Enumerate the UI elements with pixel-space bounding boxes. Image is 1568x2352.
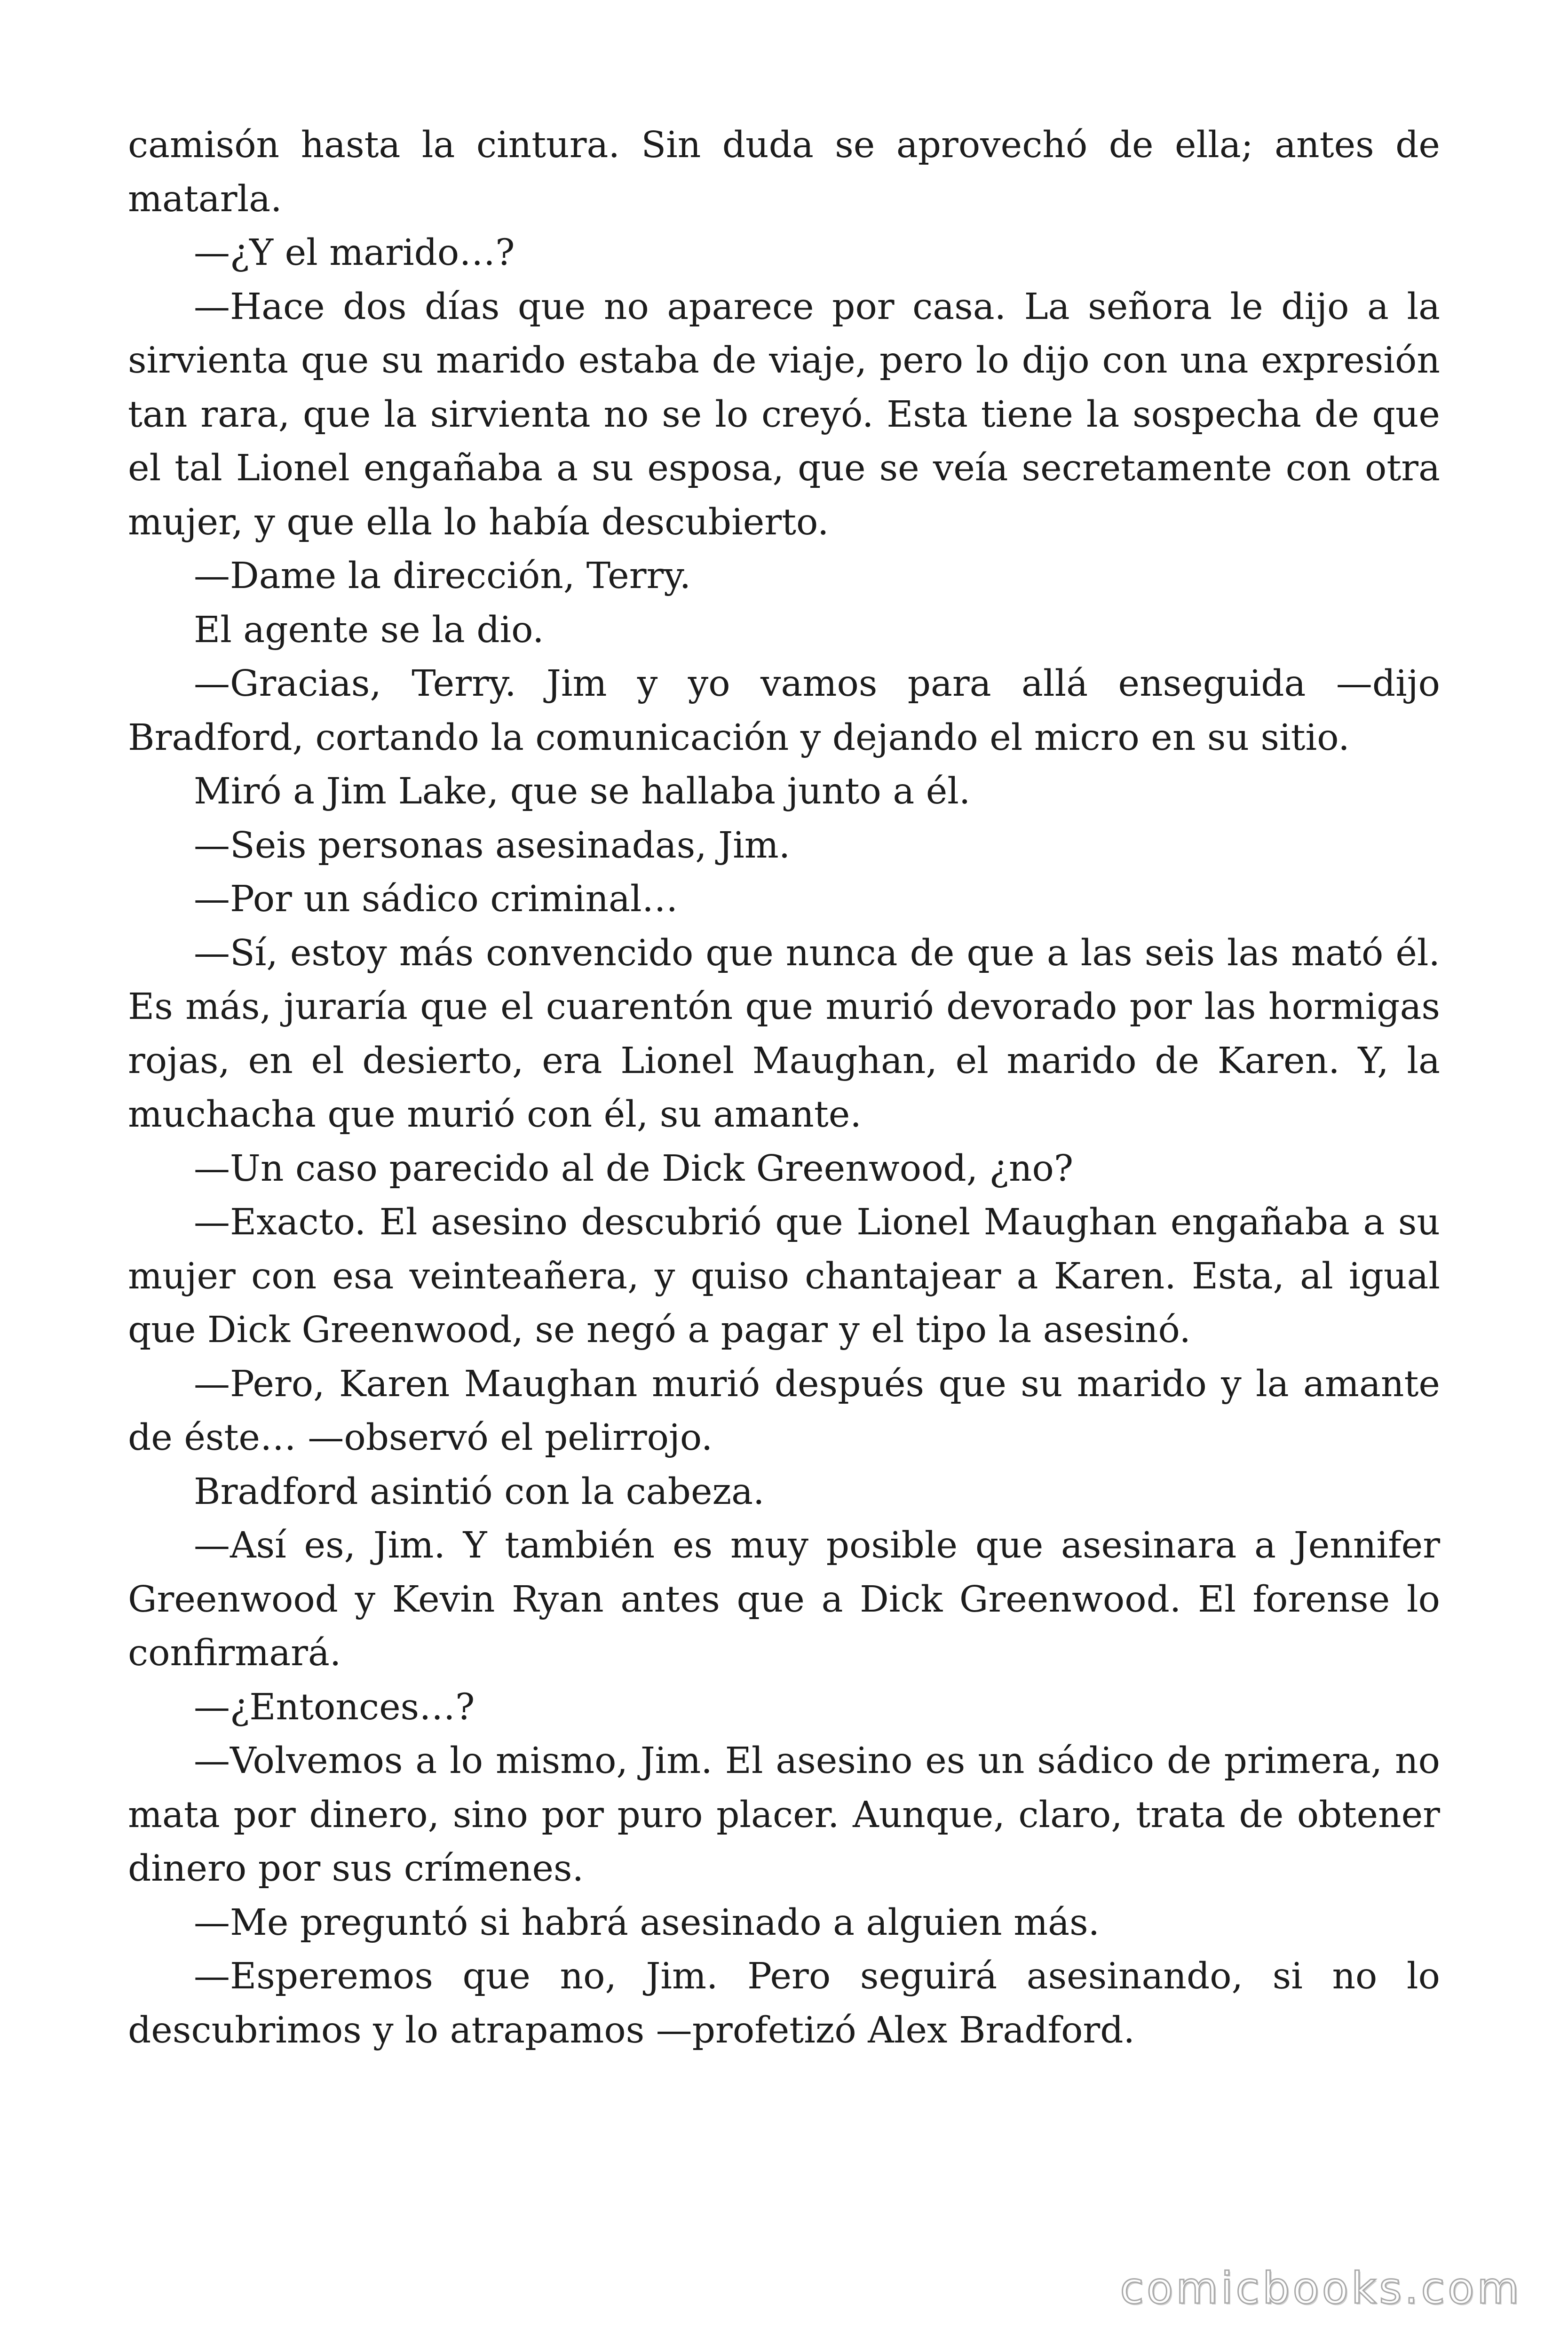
- paragraph-5: El agente se la dio.: [194, 609, 544, 651]
- paragraph-17: —Volvemos a lo mismo, Jim. El asesino es un sádico de primera, no mata por dinero, sino por puro placer. Aunque, claro, trata de obtener dinero por sus crímenes.: [128, 1740, 1440, 1890]
- paragraph-6: —Gracias, Terry. Jim y yo vamos para allá enseguida —dijo Bradford, cortando la comunicación y dejando el micro en su sitio.: [128, 663, 1440, 759]
- paragraph-8: —Seis personas asesinadas, Jim.: [194, 824, 791, 866]
- paragraph-4: —Dame la dirección, Terry.: [194, 555, 691, 597]
- paragraph-1: camisón hasta la cintura. Sin duda se aprovechó de ella; antes de matarla.: [128, 124, 1440, 220]
- paragraph-9: —Por un sádico criminal…: [194, 878, 678, 920]
- paragraph-12: —Exacto. El asesino descubrió que Lionel Maughan engañaba a su mujer con esa veinteañera, y quiso chantajear a Karen. Esta, al igual que Dick Greenwood, se negó a pagar y el tipo la asesinó.: [128, 1201, 1440, 1351]
- paragraph-16: —¿Entonces…?: [194, 1686, 475, 1728]
- paragraph-10: —Sí, estoy más convencido que nunca de que a las seis las mató él. Es más, juraría que el cuarentón que murió devorado por las hormigas rojas, en el desierto, era Lionel Maughan, el marido de Karen. Y, la muchacha que murió con él, su amante.: [128, 932, 1440, 1136]
- page-body: [128, 119, 1440, 2058]
- paragraph-11: —Un caso parecido al de Dick Greenwood, ¿no?: [194, 1147, 1074, 1190]
- paragraph-7: Miró a Jim Lake, que se hallaba junto a él.: [194, 771, 971, 812]
- paragraph-15: —Así es, Jim. Y también es muy posible que asesinara a Jennifer Greenwood y Kevin Ryan antes que a Dick Greenwood. El forense lo confirmará.: [128, 1525, 1440, 1674]
- paragraph-13: —Pero, Karen Maughan murió después que su marido y la amante de éste… —observó el pelirrojo.: [128, 1363, 1440, 1459]
- paragraph-2: —¿Y el marido…?: [194, 232, 515, 274]
- paragraph-18: —Me preguntó si habrá asesinado a alguien más.: [194, 1901, 1100, 1944]
- watermark: comicbooks.com: [1120, 2263, 1522, 2313]
- paragraph-19: —Esperemos que no, Jim. Pero seguirá asesinando, si no lo descubrimos y lo atrapamos —profetizó Alex Bradford.: [128, 1955, 1440, 2051]
- paragraph-14: Bradford asintió con la cabeza.: [194, 1470, 765, 1513]
- paragraph-3: —Hace dos días que no aparece por casa. La señora le dijo a la sirvienta que su marido estaba de viaje, pero lo dijo con una expresión tan rara, que la sirvienta no se lo creyó. Esta tiene la sospecha de que el tal Lionel engañaba a su esposa, que se veía secretamente con otra mujer, y que ella lo había descubierto.: [128, 286, 1440, 543]
